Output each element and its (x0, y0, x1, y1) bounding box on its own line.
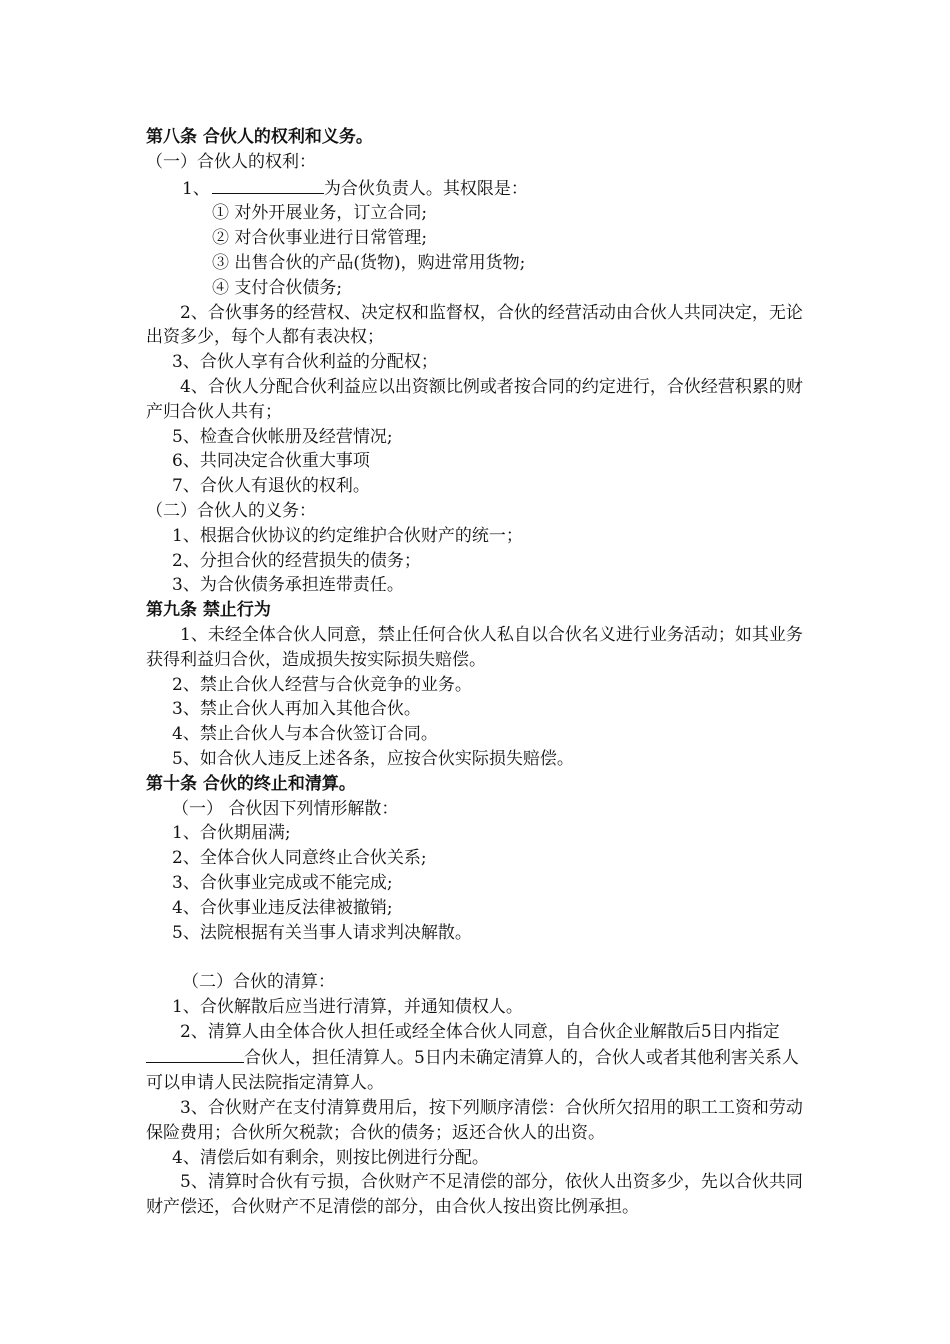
liquidation-item-5: 5、清算时合伙有亏损，合伙财产不足清偿的部分，依伙人出资多少，先以合伙共同财产偿还，合伙财产不足清偿的部分，由合伙人按出资比例承担。 (146, 1172, 803, 1218)
article-8-right-5: 5、检查合伙帐册及经营情况; (172, 426, 393, 447)
article-8-right-1 (146, 175, 810, 202)
article-8-right-7: 7、合伙人有退伙的权利。 (172, 476, 370, 497)
right-1-item-d: ④ 支付合伙债务; (212, 277, 343, 298)
article-8-duties-heading: （二）合伙人的义务： (146, 500, 316, 521)
right-1-item-b: ② 对合伙事业进行日常管理; (212, 228, 428, 249)
article-9-item-5: 5、如合伙人违反上述各条，应按合伙实际损失赔偿。 (172, 748, 574, 769)
article-10-title: 第十条 合伙的终止和清算。 (146, 773, 356, 794)
dissolution-item-3: 3、合伙事业完成或不能完成; (172, 872, 393, 893)
right-1-item-c: ③ 出售合伙的产品(货物)，购进常用货物; (212, 252, 526, 273)
dissolution-item-1: 1、合伙期届满; (172, 823, 291, 844)
right-1-prefix: 1、 (182, 178, 210, 199)
right-1-item-a: ① 对外开展业务，订立合同; (212, 203, 428, 224)
article-9-item-1: 1、未经全体合伙人同意，禁止任何合伙人私自以合伙名义进行业务活动；如其业务获得利益归合伙，造成损失按实际损失赔偿。 (146, 624, 803, 670)
liquidation-item-1: 1、合伙解散后应当进行清算，并通知债权人。 (172, 996, 523, 1017)
article-10-dissolution-heading: （一） 合伙因下列情形解散： (172, 798, 399, 819)
liquidator-partner-blank[interactable] (146, 1044, 244, 1063)
article-8-duty-1: 1、根据合伙协议的约定维护合伙财产的统一； (172, 525, 523, 546)
dissolution-item-4: 4、合伙事业违反法律被撤销; (172, 897, 393, 918)
spacer (146, 945, 810, 970)
article-8-rights-heading: （一）合伙人的权利： (146, 151, 316, 172)
article-8-duty-2: 2、分担合伙的经营损失的债务； (172, 550, 421, 571)
article-8-title: 第八条 合伙人的权利和义务。 (146, 127, 373, 147)
article-9-item-2: 2、禁止合伙人经营与合伙竞争的业务。 (172, 674, 472, 695)
article-8-right-6: 6、共同决定合伙重大事项 (172, 451, 370, 472)
article-9-title: 第九条 禁止行为 (146, 600, 271, 621)
article-8-right-3: 3、合伙人享有合伙利益的分配权； (172, 352, 438, 373)
article-10-liquidation-heading: （二）合伙的清算： (182, 972, 335, 993)
liquidation-item-3: 3、合伙财产在支付清算费用后，按下列顺序清偿：合伙所欠招用的职工工资和劳动保险费用；合伙所欠税款；合伙的债务；返还合伙人的出资。 (146, 1098, 803, 1143)
liquidation-item-2-part-b: 合伙人，担任清算人。5日内未确定清算人的，合伙人或者其他利害关系人可以申请人民法院指定清算人。 (146, 1048, 799, 1094)
responsible-partner-blank[interactable] (212, 175, 324, 194)
right-1-suffix: 为合伙负责人。其权限是： (323, 178, 528, 199)
liquidation-item-2 (146, 1020, 810, 1096)
dissolution-item-5: 5、法院根据有关当事人请求判决解散。 (172, 922, 472, 943)
article-8-duty-3: 3、为合伙债务承担连带责任。 (172, 575, 404, 596)
article-8-right-4: 4、合伙人分配合伙利益应以出资额比例或者按合同的约定进行，合伙经营积累的财产归合伙人共有； (146, 376, 803, 422)
article-8-right-2: 2、合伙事务的经营权、决定权和监督权，合伙的经营活动由合伙人共同决定，无论出资多少，每个人都有表决权； (146, 302, 803, 348)
article-9-item-4: 4、禁止合伙人与本合伙签订合同。 (172, 724, 438, 745)
dissolution-item-2: 2、全体合伙人同意终止合伙关系; (172, 848, 427, 869)
liquidation-item-2-part-a: 2、清算人由全体合伙人担任或经全体合伙人同意，自合伙企业解散后5日内指定 (180, 1021, 780, 1042)
liquidation-item-4: 4、清偿后如有剩余，则按比例进行分配。 (172, 1147, 489, 1168)
document-body (146, 125, 810, 1220)
article-9-item-3: 3、禁止合伙人再加入其他合伙。 (172, 699, 421, 720)
